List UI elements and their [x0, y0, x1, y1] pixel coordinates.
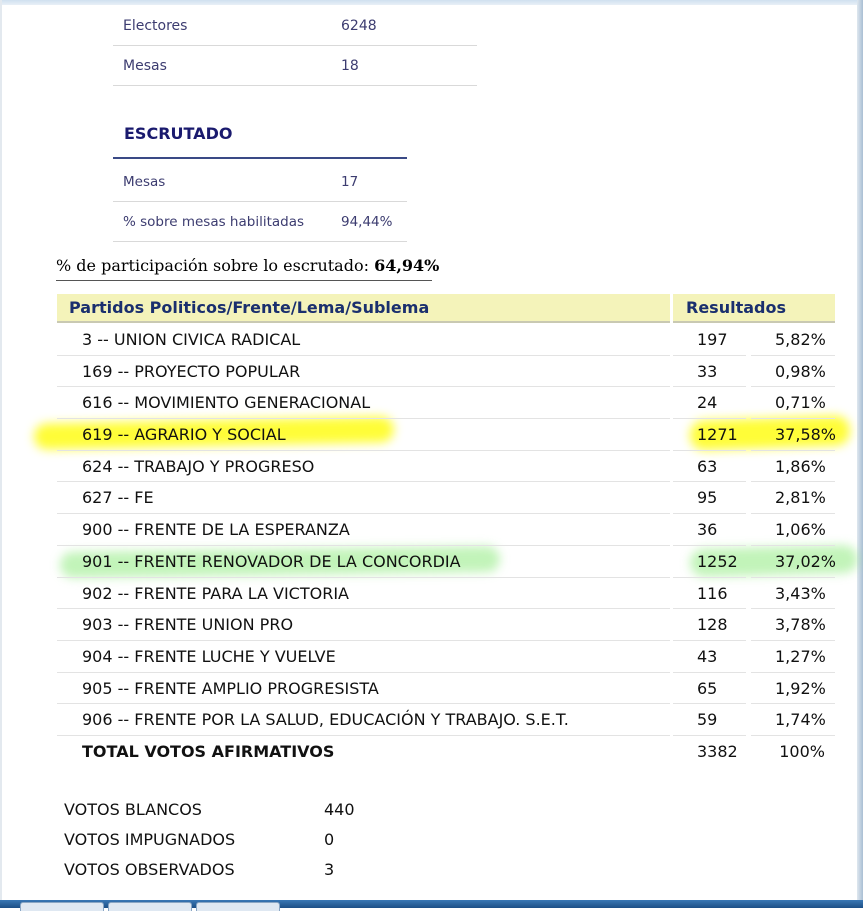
party-percentage: 37,02% [775, 551, 837, 571]
taskbar-button[interactable] [20, 902, 104, 911]
participation-label: % de participación sobre lo escrutado: [56, 256, 375, 275]
party-votes: 1271 [697, 425, 738, 445]
party-percentage: 2,81% [775, 488, 826, 508]
result-row [57, 451, 835, 483]
window-left-border [0, 0, 2, 908]
escrutado-divider [113, 157, 407, 159]
result-row [57, 482, 835, 514]
taskbar-button[interactable] [196, 902, 280, 911]
party-votes: 33 [697, 361, 718, 381]
party-name: 627 -- FE [82, 488, 154, 508]
general-info-table [113, 6, 477, 86]
party-percentage: 1,92% [775, 678, 826, 698]
info-value: 18 [331, 46, 477, 86]
extra-votes-value: 440 [324, 800, 355, 819]
party-percentage: 1,06% [775, 520, 826, 540]
result-row [57, 609, 835, 641]
party-name: 3 -- UNION CIVICA RADICAL [82, 330, 301, 349]
window-scrollbar-edge[interactable] [857, 0, 863, 908]
party-name: 624 -- TRABAJO Y PROGRESO [82, 456, 315, 476]
party-name: TOTAL VOTOS AFIRMATIVOS [82, 741, 335, 761]
result-row [57, 324, 835, 356]
party-percentage: 1,27% [775, 646, 826, 666]
result-row [57, 578, 835, 610]
escrutado-value: 94,44% [331, 202, 407, 242]
party-votes: 65 [697, 678, 718, 698]
extra-votes-value: 3 [324, 860, 335, 879]
party-percentage: 5,82% [775, 330, 826, 349]
escrutado-value: 17 [331, 162, 407, 202]
party-votes: 24 [697, 393, 718, 413]
party-name: 901 -- FRENTE RENOVADOR DE LA CONCORDIA [82, 551, 461, 571]
party-percentage: 1,86% [775, 456, 826, 476]
party-name: 906 -- FRENTE POR LA SALUD, EDUCACIÓN Y TRABAJO. S.E.T. [82, 710, 569, 730]
party-name: 619 -- AGRARIO Y SOCIAL [82, 425, 286, 445]
header-results: Resultados [673, 294, 835, 323]
result-row [57, 546, 835, 578]
results-table-header [57, 294, 835, 323]
header-party: Partidos Politicos/Frente/Lema/Sublema [57, 294, 670, 323]
party-percentage: 37,58% [775, 425, 837, 445]
party-votes: 116 [697, 583, 728, 603]
party-votes: 95 [697, 488, 718, 508]
result-row [57, 514, 835, 546]
party-percentage: 100% [779, 741, 825, 761]
info-row-mesas [113, 46, 477, 86]
participation-underline [56, 280, 432, 281]
party-percentage: 3,78% [775, 615, 826, 635]
result-row [57, 387, 835, 419]
result-row [57, 673, 835, 705]
info-row-electores [113, 6, 477, 46]
party-percentage: 0,98% [775, 361, 826, 381]
party-percentage: 3,43% [775, 583, 826, 603]
party-percentage: 1,74% [775, 710, 826, 730]
taskbar-button[interactable] [108, 902, 192, 911]
escrutado-label: % sobre mesas habilitadas [113, 202, 331, 242]
participation-value: 64,94% [374, 256, 440, 275]
participation-line [56, 256, 439, 275]
party-votes: 63 [697, 456, 718, 476]
party-name: 616 -- MOVIMIENTO GENERACIONAL [82, 393, 371, 413]
party-votes: 59 [697, 710, 718, 730]
info-label: Electores [113, 6, 331, 46]
party-percentage: 0,71% [775, 393, 826, 413]
info-value: 6248 [331, 6, 477, 46]
party-name: 169 -- PROYECTO POPULAR [82, 361, 301, 381]
party-name: 903 -- FRENTE UNION PRO [82, 615, 294, 635]
escrutado-row-pct [113, 202, 407, 242]
party-votes: 43 [697, 646, 718, 666]
party-votes: 128 [697, 615, 728, 635]
total-row [57, 736, 835, 768]
escrutado-row-mesas [113, 162, 407, 202]
party-name: 905 -- FRENTE AMPLIO PROGRESISTA [82, 678, 379, 698]
result-row [57, 641, 835, 673]
escrutado-title: ESCRUTADO [124, 124, 233, 143]
party-votes: 3382 [697, 741, 738, 761]
info-label: Mesas [113, 46, 331, 86]
results-table-body [57, 324, 835, 768]
party-name: 902 -- FRENTE PARA LA VICTORIA [82, 583, 349, 603]
extra-votes-value: 0 [324, 830, 335, 849]
extra-votes-label: VOTOS OBSERVADOS [64, 860, 235, 879]
result-row [57, 419, 835, 451]
extra-votes-label: VOTOS BLANCOS [64, 800, 202, 819]
party-votes: 36 [697, 520, 718, 540]
party-votes: 1252 [697, 551, 738, 571]
party-name: 900 -- FRENTE DE LA ESPERANZA [82, 520, 350, 540]
escrutado-table [113, 162, 407, 242]
party-name: 904 -- FRENTE LUCHE Y VUELVE [82, 646, 336, 666]
result-row [57, 704, 835, 736]
window-top-border [0, 0, 863, 5]
party-votes: 197 [697, 330, 728, 349]
result-row [57, 356, 835, 388]
escrutado-label: Mesas [113, 162, 331, 202]
extra-votes-label: VOTOS IMPUGNADOS [64, 830, 236, 849]
